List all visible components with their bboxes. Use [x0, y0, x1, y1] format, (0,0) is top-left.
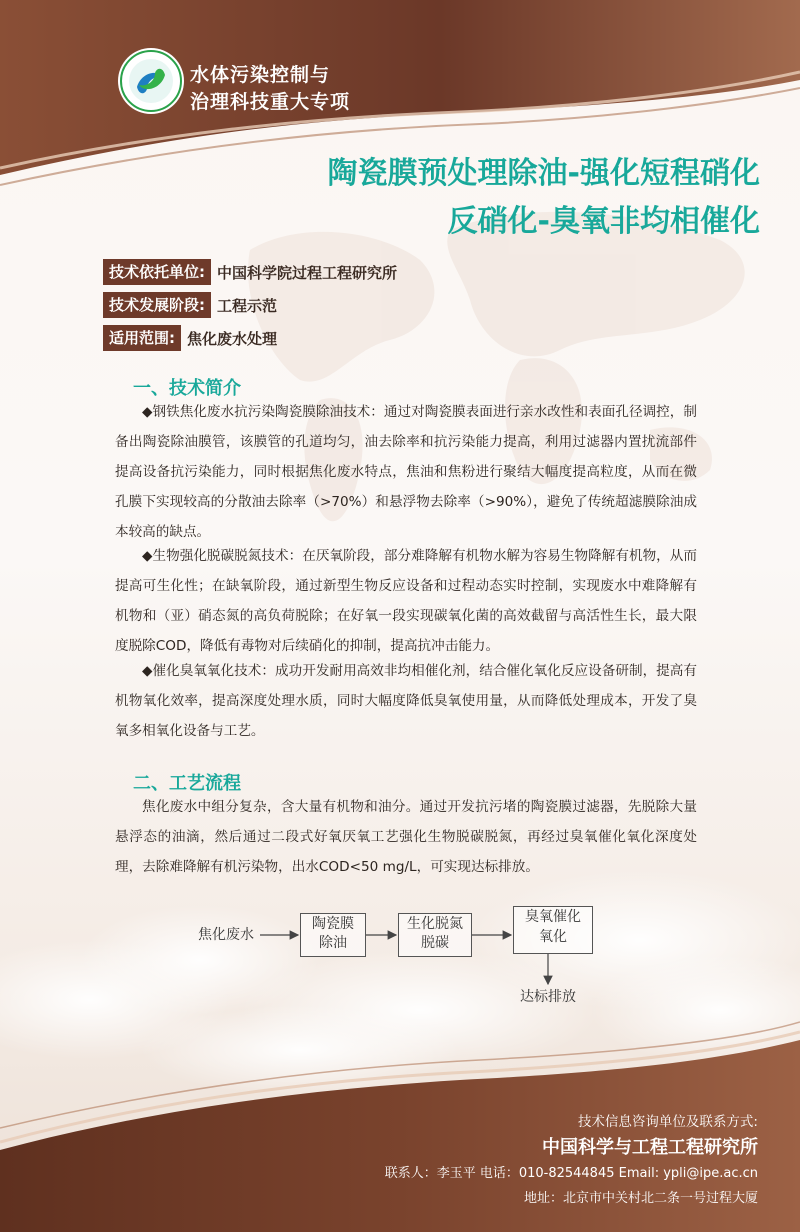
contact-organization: 中国科学与工程工程研究所 — [542, 1137, 758, 1158]
organization-name-line2: 治理科技重大专项 — [190, 91, 351, 113]
flow-step3-line1: 臭氧催化 — [525, 909, 581, 925]
flow-output-label: 达标排放 — [520, 989, 576, 1005]
flow-step1-line1: 陶瓷膜 — [312, 916, 354, 932]
contact-person: 联系人：李玉平 电话：010-82544845 Email: ypli@ipe.ac.cn — [384, 1166, 758, 1181]
page-title-line1: 陶瓷膜预处理除油-强化短程硝化 — [327, 156, 760, 191]
intro-paragraph-1: ◆钢铁焦化废水抗污染陶瓷膜除油技术：通过对陶瓷膜表面进行亲水改性和表面孔径调控，制备出陶瓷除油膜管，该膜管的孔道均匀，油去除率和抗污染能力提高，利用过滤器内置扰流部件提高设备抗污染能力，同时根据焦化废水特点，焦油和焦粉进行聚结大幅度提高粒度，从而在微孔膜下实现较高的分散油去除率（>70%）和悬浮物去除率（>90%），避免了传统超滤膜除油成本较高的缺点。 — [115, 404, 697, 540]
intro-paragraph-2: ◆生物强化脱碳脱氮技术：在厌氧阶段，部分难降解有机物水解为容易生物降解有机物，从而提高可生化性；在缺氧阶段，通过新型生物反应设备和过程动态实时控制，实现废水中难降解有机物和（亚）硝态氮的高负荷脱除；在好氧一段实现碳氧化菌的高效截留与高活性生长，最大限度脱除COD，降低有毒物对后续硝化的抑制，提高抗冲击能力。 — [115, 548, 697, 654]
organization-name-line1: 水体污染控制与 — [190, 64, 331, 86]
flow-step3-line2: 氧化 — [539, 929, 567, 945]
info-value: 中国科学院过程工程研究所 — [217, 263, 398, 282]
info-label: 技术依托单位: — [103, 259, 211, 285]
flow-input-label: 焦化废水 — [198, 927, 254, 943]
info-label: 适用范围: — [103, 325, 181, 351]
flow-step2-line1: 生化脱氮 — [407, 916, 463, 932]
section-title-intro: 一、技术简介 — [133, 378, 241, 399]
page-title-line2: 反硝化-臭氧非均相催化 — [447, 204, 760, 239]
section-title-process: 二、工艺流程 — [133, 773, 241, 794]
contact-heading: 技术信息咨询单位及联系方式: — [577, 1114, 758, 1130]
contact-address: 地址：北京市中关村北二条一号过程大厦 — [523, 1191, 758, 1206]
intro-paragraph-3: ◆催化臭氧氧化技术：成功开发耐用高效非均相催化剂，结合催化氧化反应设备研制，提高有机物氧化效率，提高深度处理水质，同时大幅度降低臭氧使用量，从而降低处理成本，开发了臭氧多相氧化设备与工艺。 — [115, 663, 697, 739]
info-value: 焦化废水处理 — [187, 329, 278, 348]
flow-step2-line2: 脱碳 — [421, 935, 449, 951]
info-value: 工程示范 — [217, 296, 278, 315]
process-paragraph: 焦化废水中组分复杂，含大量有机物和油分。通过开发抗污堵的陶瓷膜过滤器，先脱除大量悬浮态的油滴，然后通过二段式好氧厌氧工艺强化生物脱碳脱氮，再经过臭氧催化氧化深度处理，去除难降解有机污染物，出水COD<50 mg/L，可实现达标排放。 — [115, 799, 697, 875]
flow-step1-line2: 除油 — [319, 935, 347, 951]
info-label: 技术发展阶段: — [103, 292, 211, 318]
